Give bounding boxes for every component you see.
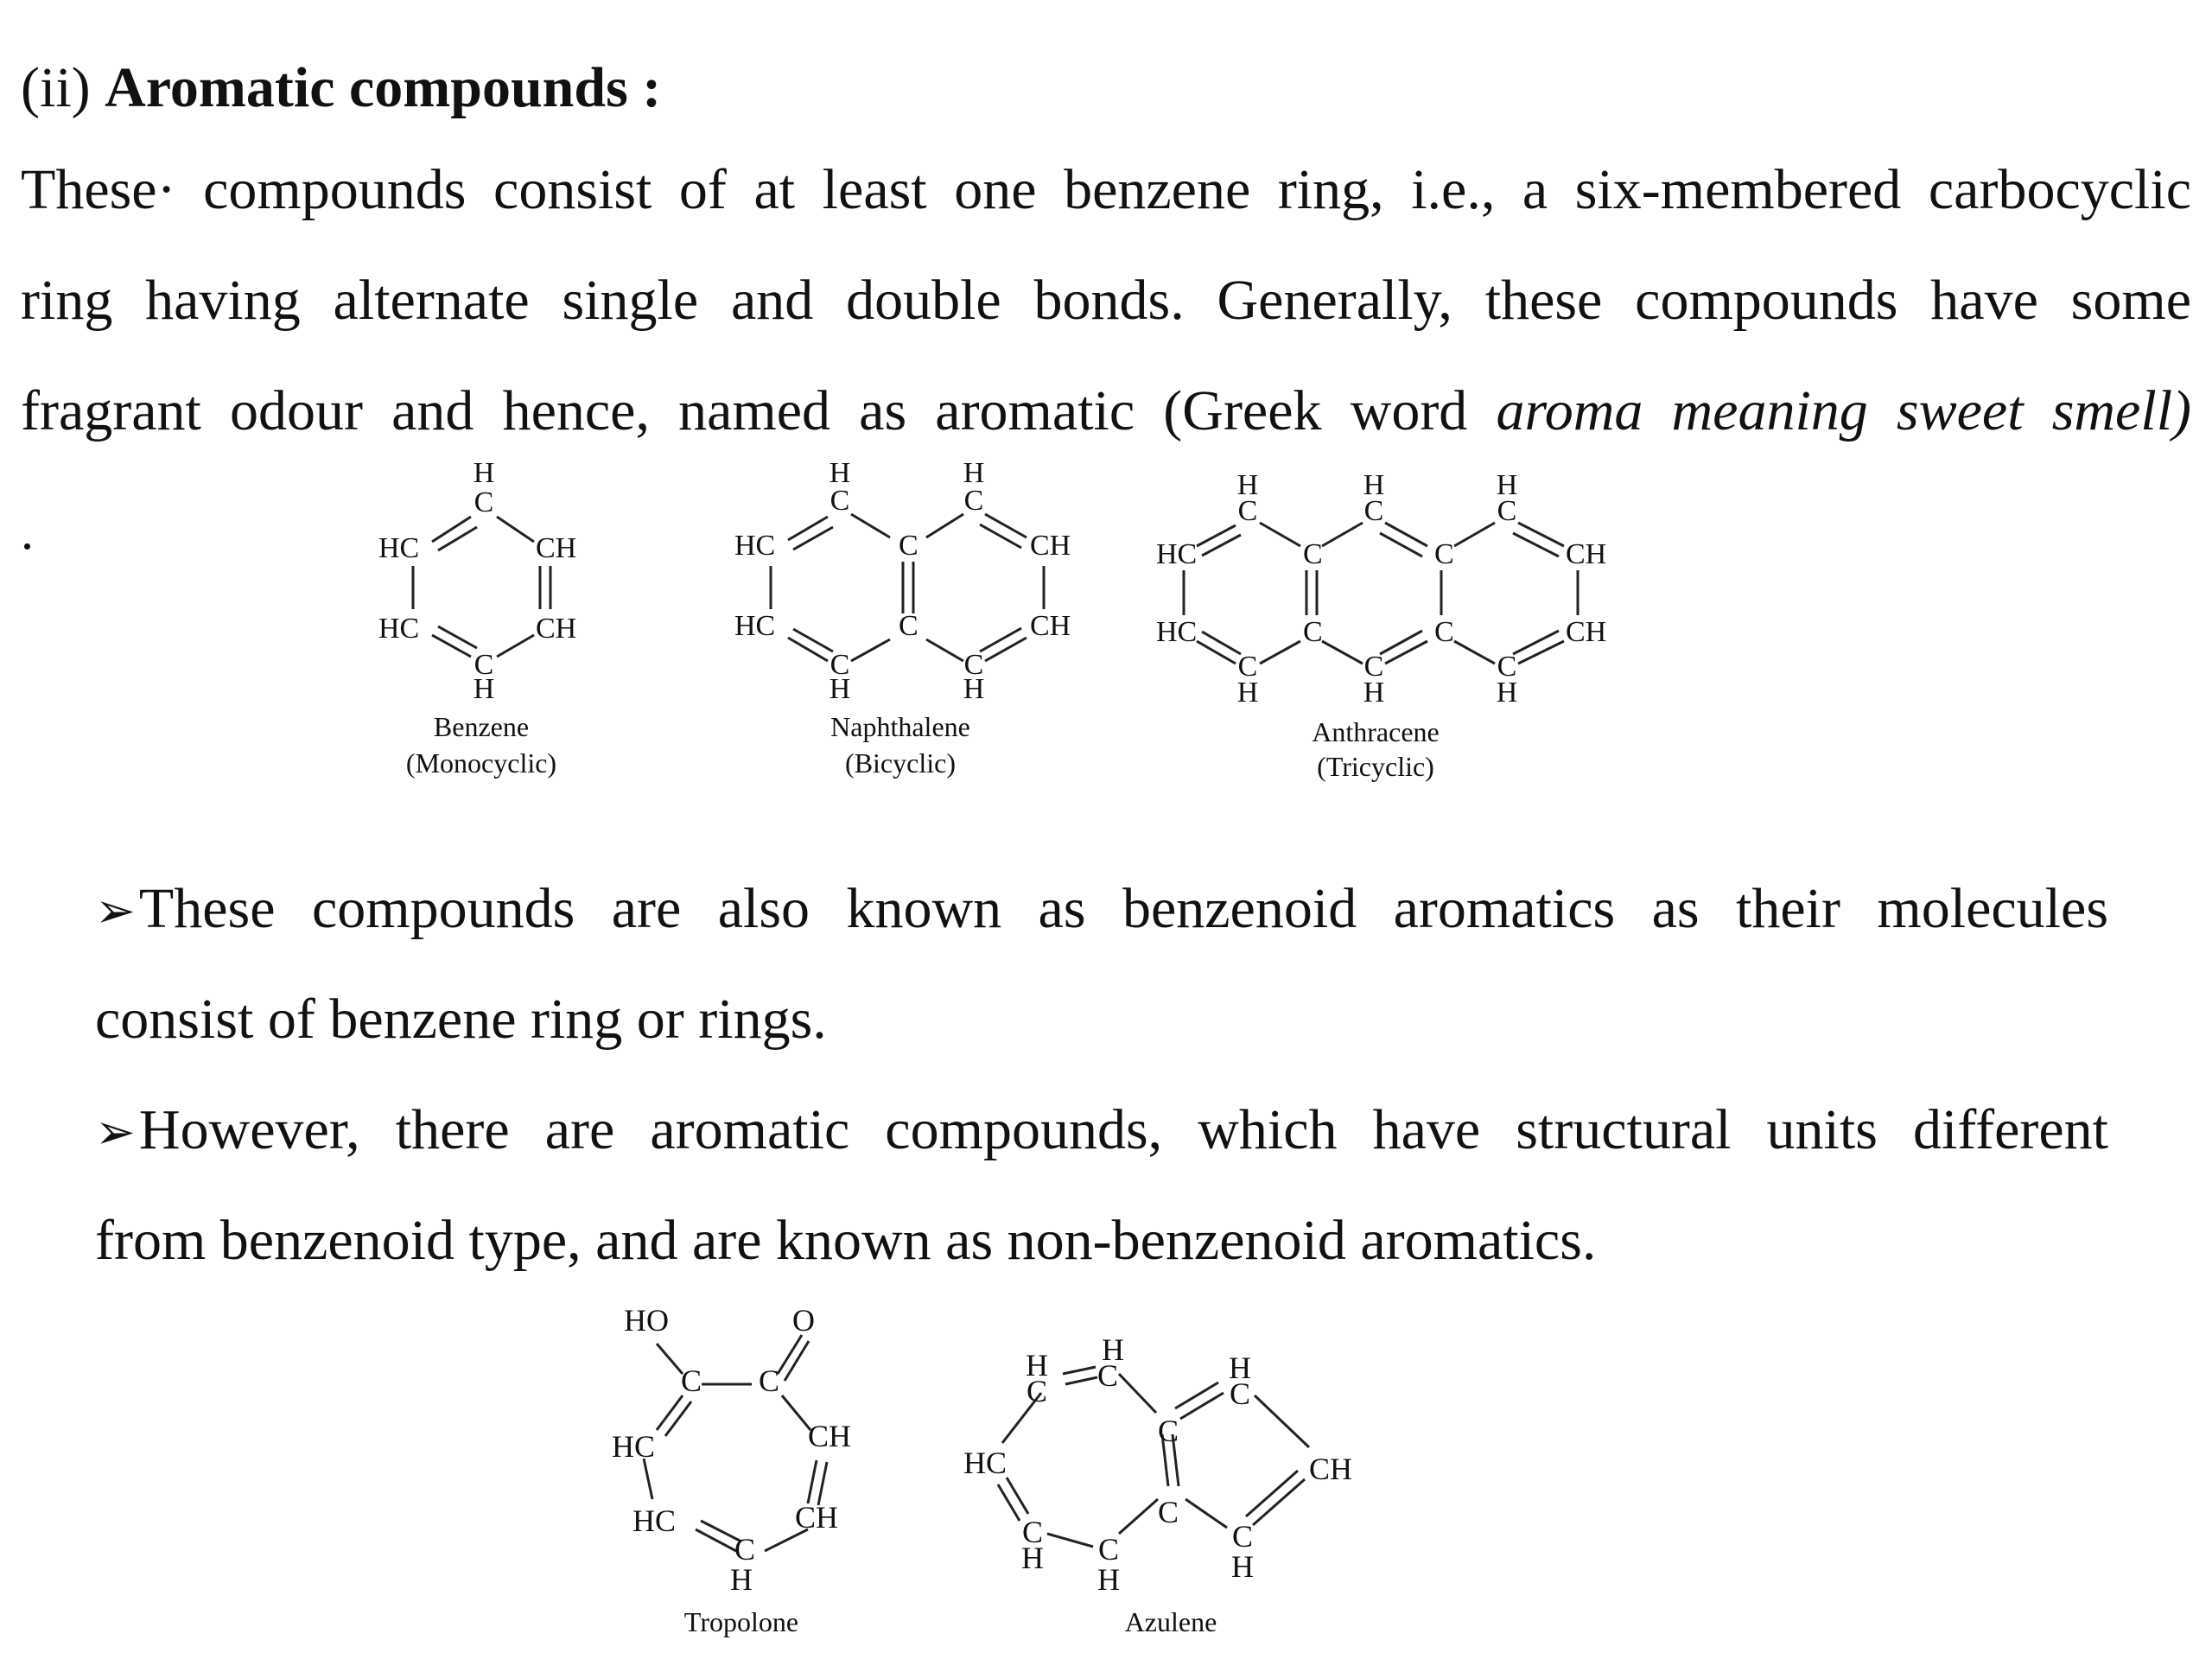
benzene-type: (Monocyclic) [405, 747, 557, 779]
atom-label: C [1021, 1515, 1044, 1549]
atom-label: C [1237, 495, 1258, 527]
naphthalene-name: Naphthalene [830, 711, 970, 742]
azulene-name: Azulene [1124, 1606, 1217, 1637]
atom-label: CH [1566, 538, 1607, 570]
atom-label: C [758, 1363, 780, 1398]
benzene-name: Benzene [433, 711, 530, 742]
paragraph-line-2: ring having alternate single and double bonds. Generally, these compounds have some [21, 269, 2191, 332]
arrow-bullet-icon: ➢ [95, 883, 136, 939]
bullet-1-line-2: consist of benzene ring or rings. [95, 988, 827, 1051]
atom-label: C [680, 1363, 702, 1398]
atom-label: C [830, 649, 850, 681]
atom-label: H [1496, 677, 1518, 709]
bullet-1-text: These compounds are also known as benzenoid aromatics as their molecules [138, 877, 2108, 940]
naphthalene-type: (Bicyclic) [845, 747, 956, 779]
trailing-dot: . [21, 503, 34, 560]
atom-label: H [1229, 1351, 1251, 1385]
atom-label: HC [632, 1503, 677, 1538]
atom-label: CH [1030, 530, 1071, 562]
azulene-structure [963, 1332, 1352, 1597]
atom-label: C [1097, 1532, 1120, 1567]
atom-label: CH [808, 1419, 852, 1453]
tropolone-structure [612, 1303, 851, 1597]
atom-label: C [1026, 1374, 1048, 1408]
atom-label: CH [1030, 610, 1071, 642]
paragraph-line-3-text: fragrant odour and hence, named as aromatic (Greek word [21, 379, 1497, 442]
atom-label: CH [536, 532, 577, 564]
bullet-2-text: However, there are aromatic compounds, which have structural units different [138, 1098, 2108, 1161]
atom-label: HC [378, 532, 420, 564]
atom-label: HC [612, 1429, 656, 1464]
atom-label: O [792, 1303, 815, 1338]
atom-label: C [1497, 495, 1517, 527]
atom-label: C [1157, 1414, 1179, 1448]
atom-label: H [730, 1562, 753, 1597]
arrow-bullet-icon: ➢ [95, 1104, 136, 1160]
atom-label: H [473, 673, 495, 705]
heading-title: Aromatic compounds : [105, 56, 662, 119]
atom-label: C [474, 486, 494, 518]
atom-label: CH [795, 1500, 839, 1535]
atom-label: HC [378, 613, 420, 645]
atom-label: CH [1566, 616, 1607, 648]
atom-label: C [1363, 651, 1384, 683]
atom-label: H [1026, 1348, 1048, 1382]
atom-label: H [1102, 1332, 1124, 1367]
atom-label: H [1236, 469, 1259, 501]
atom-label: HC [1156, 616, 1198, 648]
benzene-structure [378, 457, 576, 705]
atom-label: C [1237, 651, 1258, 683]
atom-label: H [963, 673, 985, 705]
paragraph-line-3-italic: aroma meaning sweet smell) [1496, 379, 2192, 442]
atom-label: H [1363, 677, 1385, 709]
atom-label: H [1021, 1541, 1044, 1575]
atom-label: H [963, 457, 985, 489]
atom-label: H [1496, 469, 1518, 501]
atom-label: H [473, 457, 495, 489]
atom-label: H [829, 457, 851, 489]
tropolone-name: Tropolone [683, 1606, 799, 1637]
atom-label: CH [1309, 1452, 1353, 1486]
atom-label: C [1497, 651, 1517, 683]
atom-label: C [963, 485, 984, 517]
atom-label: C [1434, 538, 1454, 570]
atom-label: HC [963, 1446, 1007, 1480]
atom-label: C [1157, 1495, 1179, 1529]
atom-label: H [1363, 469, 1385, 501]
atom-label: C [1229, 1376, 1251, 1411]
paragraph-line-1: These· compounds consist of at least one benzene ring, i.e., a six-membered carbocyclic [21, 158, 2191, 221]
atom-label: C [899, 530, 918, 562]
atom-label: HC [734, 530, 776, 562]
atom-label: C [1096, 1358, 1119, 1393]
atom-label: C [963, 649, 984, 681]
atom-label: C [1231, 1519, 1254, 1554]
atom-label: C [899, 610, 918, 642]
atom-label: C [474, 649, 494, 681]
atom-label: H [1231, 1549, 1254, 1584]
atom-label: C [734, 1532, 756, 1567]
atom-label: C [1303, 538, 1323, 570]
atom-label: HC [734, 610, 776, 642]
anthracene-type: (Tricyclic) [1317, 751, 1434, 782]
anthracene-name: Anthracene [1312, 716, 1440, 747]
atom-label: H [1236, 677, 1259, 709]
anthracene-structure [1156, 469, 1606, 709]
atom-label: HC [1156, 538, 1198, 570]
atom-label: H [1097, 1562, 1120, 1597]
atom-label: C [1363, 495, 1384, 527]
atom-label: C [1303, 616, 1323, 648]
atom-label: HO [624, 1303, 669, 1338]
heading-prefix: (ii) [21, 56, 105, 119]
atom-label: C [1434, 616, 1454, 648]
bullet-2-line-2: from benzenoid type, and are known as non-benzenoid aromatics. [95, 1209, 1597, 1272]
atom-label: CH [536, 613, 577, 645]
atom-label: C [830, 485, 850, 517]
atom-label: H [829, 673, 851, 705]
